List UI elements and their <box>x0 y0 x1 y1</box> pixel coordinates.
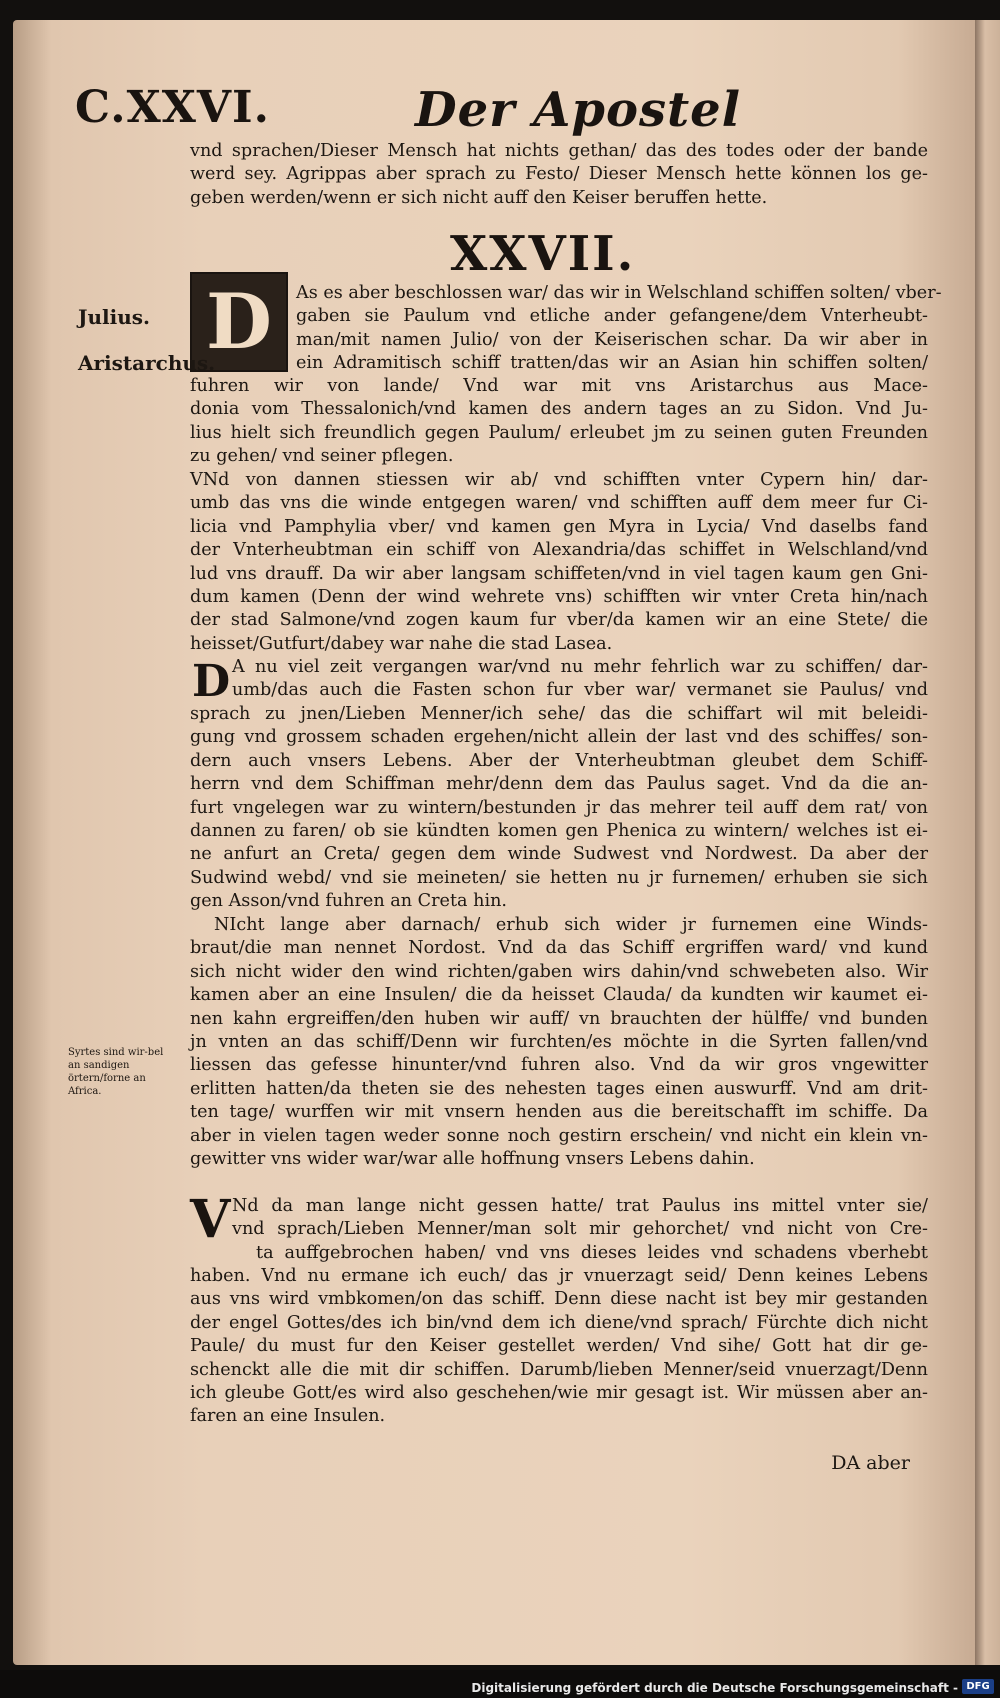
initial-letter: D <box>206 277 272 366</box>
text-line: sich nicht wider den wind richten/gaben wirs dahin/vnd schwebeten also. Wir <box>190 961 928 982</box>
paragraph-3 <box>190 703 928 914</box>
chapter-heading: XXVII. <box>450 226 636 282</box>
text-line: heisset/Gutfurt/dabey war nahe die stad Lasea. <box>190 633 613 654</box>
text-line: Sudwind webd/ vnd sie meineten/ sie hetten nu jr furnemen/ erhuben sie sich <box>190 867 928 888</box>
text-line: der Vnterheubtman ein schiff von Alexandria/das schiffet in Welschland/vnd <box>190 540 928 561</box>
text-line: umb/das auch die Fasten schon fur vber war/ vermanet sie Paulus/ vnd <box>232 680 928 701</box>
text-line: herrn vnd dem Schiffman mehr/denn dem das Paulus saget. Vnd da die an- <box>190 774 928 795</box>
text-line: vnd sprach/Lieben Menner/man solt mir gehorchet/ vnd nicht von Cre- <box>232 1219 928 1240</box>
text-line: kamen aber an eine Insulen/ die da heisset Clauda/ da kundten wir kaumet ei- <box>190 985 928 1006</box>
text-line: der engel Gottes/des ich bin/vnd dem ich diene/vnd sprach/ Fürchte dich nicht <box>190 1312 928 1333</box>
dfg-logo: DFG <box>962 1679 994 1694</box>
text-line: ten tage/ wurffen wir mit vnsern henden aus die bereitschafft im schiffe. Da <box>190 1102 928 1123</box>
text-line: gewitter vns wider war/war alle hoffnung vnsers Lebens dahin. <box>190 1149 755 1170</box>
text-line: VNd von dannen stiessen wir ab/ vnd schifften vnter Cypern hin/ dar- <box>190 470 928 490</box>
text-line: dannen zu faren/ ob sie kündten komen gen Phenica zu wintern/ welches ist ei- <box>190 821 928 842</box>
text-line: gaben sie Paulum vnd etliche ander gefangene/dem Vnterheubt- <box>296 306 928 327</box>
text-line: erlitten hatten/da theten sie des nehesten tages einen auswurff. Vnd am drit- <box>190 1078 928 1099</box>
text-line: schenckt alle die mit dir schiffen. Darumb/lieben Menner/seid vnuerzagt/Denn <box>190 1359 928 1380</box>
paragraph-5-indented <box>232 1195 928 1265</box>
text-line: dern auch vnsers Lebens. Aber der Vnterheubtman gleubet dem Schiff- <box>190 750 928 771</box>
text-line: Paule/ du must fur den Keiser gestellet werden/ Vnd sihe/ Gott hat dir ge- <box>190 1336 928 1357</box>
facing-page-edge <box>975 20 1000 1665</box>
paragraph-2 <box>190 469 928 656</box>
flourish-initial: V <box>190 1189 231 1250</box>
text-line: aus vns wird vmbkomen/on das schiff. Denn diese nacht ist bey mir gestanden <box>190 1289 928 1310</box>
paragraph-5 <box>190 1265 928 1429</box>
text-line: faren an eine Insulen. <box>190 1406 386 1427</box>
margin-note-aristarchus: Aristarchus. <box>78 351 216 375</box>
paragraph-4 <box>190 914 928 1171</box>
text-line: jn vnten an das schiff/Denn wir furchten/es möchte in die Syrten fallen/vnd <box>190 1032 928 1053</box>
text-line: licia vnd Pamphylia vber/ vnd kamen gen Myra in Lycia/ Vnd daselbs fand <box>190 516 928 537</box>
paragraph-3-indented <box>232 656 928 703</box>
text-line: gung vnd grossem schaden ergehen/nicht allein der last vnd des schiffes/ son- <box>190 727 928 748</box>
text-line: lud vns drauff. Da wir aber langsam schiffeten/vnd in viel tagen kaum gen Gni- <box>190 563 928 584</box>
text-line: nen kahn ergreiffen/den huben wir auff/ vn brauchten der hülffe/ vnd bunden <box>190 1008 928 1029</box>
text-line: werd sey. Agrippas aber sprach zu Festo/ Dieser Mensch hette können los ge- <box>190 164 928 185</box>
text-line: man/mit namen Julio/ von der Keiserischen schar. Da wir aber in <box>296 329 928 350</box>
text-line: liessen das gefesse hinunter/vnd fuhren also. Vnd da wir gros vngewitter <box>190 1055 928 1076</box>
text-line: sprach zu jnen/Lieben Menner/ich sehe/ das die schiffart wil mit beleidi- <box>190 704 928 724</box>
text-line: der stad Salmone/vnd zogen kaum fur vber/da kamen wir an eine Stete/ die <box>190 610 928 631</box>
flourish-initial: D <box>192 656 231 707</box>
margin-note-julius: Julius. <box>78 305 150 329</box>
text-line: vnd sprachen/Dieser Mensch hat nichts gethan/ das des todes oder der bande <box>190 141 928 161</box>
text-line: ne anfurt an Creta/ gegen dem winde Sudwest vnd Nordwest. Da aber der <box>190 844 928 865</box>
text-line: As es aber beschlossen war/ das wir in Welschland schiffen solten/ vber- <box>296 283 942 303</box>
margin-note-syrtes: Syrtes sind wir-bel an sandigen örtern/forne an Africa. <box>68 1047 164 1097</box>
text-line: A nu viel zeit vergangen war/vnd nu mehr fehrlich war zu schiffen/ dar- <box>232 657 928 677</box>
paragraph-1 <box>190 375 928 469</box>
text-line: ein Adramitisch schiff tratten/das wir an Asian hin schiffen solten/ <box>296 353 928 374</box>
text-line: ich gleube Gott/es wird also geschehen/wie mir gesagt ist. Wir müssen aber an- <box>190 1383 928 1404</box>
text-line: lius hielt sich freundlich gegen Paulum/ erleubet jm zu seinen guten Freunden <box>190 422 928 443</box>
text-line: zu gehen/ vnd seiner pflegen. <box>190 446 454 467</box>
folio-number: C.XXVI. <box>75 82 270 133</box>
text-line: gen Asson/vnd fuhren an Creta hin. <box>190 891 507 912</box>
text-line: Nd da man lange nicht gessen hatte/ trat Paulus ins mittel vnter sie/ <box>232 1196 928 1216</box>
text-line: ta auffgebrochen haben/ vnd vns dieses leides vnd schadens vberhebt <box>256 1242 928 1263</box>
text-line: geben werden/wenn er sich nicht auff den Keiser beruffen hette. <box>190 187 768 208</box>
text-line: haben. Vnd nu ermane ich euch/ das jr vnuerzagt seid/ Denn keines Lebens <box>190 1266 928 1286</box>
paragraph-1-indented <box>296 282 942 376</box>
text-line: braut/die man nennet Nordost. Vnd da das Schiff ergriffen ward/ vnd kund <box>190 938 928 959</box>
intro-paragraph <box>190 140 928 210</box>
text-line: dum kamen (Denn der wind wehrete vns) schifften wir vnter Creta hin/nach <box>190 587 928 608</box>
text-line: NIcht lange aber darnach/ erhub sich wider jr furnemen eine Winds- <box>214 915 928 935</box>
text-line: umb das vns die winde entgegen waren/ vnd schifften auff dem meer fur Ci- <box>190 493 928 514</box>
digitization-credit: Digitalisierung gefördert durch die Deutsche Forschungsgemeinschaft - <box>471 1681 958 1695</box>
text-line: donia vom Thessalonich/vnd kamen des andern tages an zu Sidon. Vnd Ju- <box>190 399 928 420</box>
text-line: furt vngelegen war zu wintern/bestunden jr das mehrer teil auff dem rat/ von <box>190 797 928 818</box>
text-line: aber in vielen tagen weder sonne noch gestirn erschein/ vnd nicht ein klein vn- <box>190 1125 928 1146</box>
catchword: DA aber <box>831 1452 910 1474</box>
text-line: fuhren wir von lande/ Vnd war mit vns Aristarchus aus Mace- <box>190 376 928 396</box>
running-title: Der Apostel <box>415 82 741 138</box>
